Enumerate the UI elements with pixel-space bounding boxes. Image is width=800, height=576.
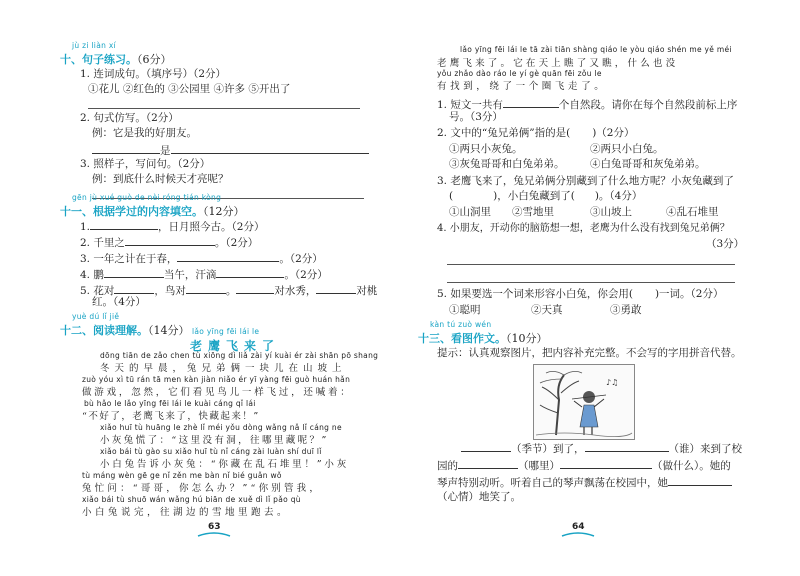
story-py-6: tù máng wèn gē ge nǐ zěn me bàn nǐ bié guǎn wǒ [82,471,282,480]
story-py-5: xiǎo bái tù gào su xiǎo huī tù nǐ cáng zài luàn shí duī lǐ [100,447,322,456]
story-title-pinyin: lǎo yīng fēi lái le [192,327,260,336]
story-line-3: “不好了，老鹰飞来了，快藏起来！” [82,411,260,422]
page-number-left: 63 [208,522,221,532]
r-q4: 4. 小朋友，开动你的脑筋想一想，老鹰为什么没有找到兔兄弟俩？ [437,223,730,234]
q1-text: 1. 连词成句。（填序号）（2分） [80,68,227,80]
story-line-4: 小灰兔慌了：“这里没有洞，往哪里藏呢？” [100,435,329,446]
r-q2-opt1[interactable]: ①两只小灰兔。 [449,143,523,155]
story-line-5: 小白兔告诉小灰兔：“你藏在乱石堆里！”小灰 [100,459,350,470]
q2-text: 2. 句式仿写。（2分） [80,112,179,124]
write-line-3[interactable]: 琴声特别动听。听着自己的琴声飘荡在校园中，她 [437,474,732,490]
r-q2-opt4[interactable]: ④白兔哥哥和灰兔弟弟。 [590,158,706,170]
section11-pinyin: gēn jù xué guò de nèi róng tián kòng [72,193,222,202]
page-number-right: 64 [572,522,585,532]
section12-heading: 十二、阅读理解。（14分） [60,324,190,337]
top-line-2: 有找到，绕了一个圈飞走了。 [437,81,608,92]
q3-text: 3. 照样子，写问句。（2分） [80,158,211,170]
write-line-2[interactable]: 园的 （哪里） （做什么）。她的 [437,457,731,473]
q2-answer[interactable]: 是 [92,142,369,158]
r-q4-line-2[interactable] [447,282,735,283]
top-py-1: lǎo yīng fēi lái le tā zài tiān shàng qiáo le yòu qiáo shén me yě méi [460,45,732,54]
story-py-3: bù hǎo le lǎo yīng fēi lái le kuài cáng qǐ lái [84,399,256,408]
r-q5-opt2[interactable]: ②天真 [531,304,563,316]
fill5-cont: 红。（4分） [92,296,146,308]
top-py-2: yǒu zhǎo dào ráo le yí gè quān fēi zǒu le [437,69,602,78]
write-line-1[interactable]: （季节）到了， （谁）来到了校 [461,440,742,456]
section13-heading: 十三、看图作文。（10分） [418,332,548,345]
fill4[interactable]: 4. 鹏 当午，汗滴 。（2分） [80,266,328,282]
q3-example: 例：到底什么时候天才亮呢？ [92,173,229,185]
story-py-1: dōng tiān de zǎo chen tù xiōng dì liǎ zài yí kuài ér zài shān pō shang [100,351,379,360]
story-line-2: 做游戏，忽然，它们看见鸟儿一样飞过，还喊着： [82,387,353,398]
q1-options: ①花儿 ②红色的 ③公园里 ④许多 ⑤开出了 [88,83,291,95]
r-q5-opt1[interactable]: ①聪明 [449,304,481,316]
r-q3-cont[interactable]: ( )，小白兔藏到了( )。（4分） [449,190,643,202]
page-deco-right [560,530,596,538]
fill5[interactable]: 5. 花对 ，鸟对 。 对水秀， 对桃 [80,282,377,298]
story-line-6: 兔忙问：“哥哥，你怎么办？”“你别管我， [82,483,323,494]
q1-answer-line[interactable] [88,108,360,109]
section12-pinyin: yuè dú lǐ jiě [72,312,120,321]
girl-playing-violin-illustration [534,365,634,439]
r-q2[interactable]: 2. 文中的“兔兄弟俩”指的是( )（2分） [437,127,635,139]
r-q1[interactable]: 1. 短文一共有 个自然段。请你在每个自然段前标上序 [437,96,737,112]
writing-picture [533,364,635,440]
r-q3-opt2[interactable]: ②雪地里 [512,206,554,218]
story-py-2: zuò yóu xì tū rán tā men kàn jiàn niǎo ér yī yàng fēi guò huán hǎn [82,375,351,384]
r-q3-opt4[interactable]: ④乱石堆里 [666,206,719,218]
r-q5-opt3[interactable]: ③勇敢 [610,304,642,316]
fill1[interactable]: 1. ，日月照今古。（2分） [80,218,264,234]
r-q1-cont: 号。（3分） [449,111,503,123]
fill3[interactable]: 3. 一年之计在于春， 。（2分） [80,250,323,266]
r-q3: 3. 老鹰飞来了，兔兄弟俩分别藏到了什么地方呢？小灰兔藏到了 [437,175,734,187]
section11-heading: 十一、根据学过的内容填空。（12分） [60,205,245,218]
top-line-1: 老鹰飞来了。它在天上瞧了又瞧，什么也没 [437,58,679,69]
svg-text:♪♫: ♪♫ [606,378,619,387]
writing-tip: 提示：认真观察图片，把内容补充完整。不会写的字用拼音代替。 [437,347,742,359]
section13-pinyin: kàn tú zuò wén [430,320,492,329]
r-q2-opt2[interactable]: ②两只小白兔。 [590,143,664,155]
story-line-1: 冬天的早晨，兔兄弟俩一块儿在山坡上 [100,363,347,374]
r-q5[interactable]: 5. 如果要选一个词来形容小白兔，你会用( )一词。（2分） [437,288,724,300]
write-line-4: （心情）地笑了。 [437,491,521,503]
r-q4-line-1[interactable] [447,264,735,265]
story-py-7: xiǎo bái tù shuō wán wǎng hú biān de xuě dì lǐ pǎo qù [82,495,301,504]
r-q4-points: （3分） [706,238,745,250]
section10-heading: 十、句子练习。（6分） [60,53,172,66]
q2-example: 例：它是我的好朋友。 [92,127,197,139]
r-q2-opt3[interactable]: ③灰兔哥哥和白兔弟弟。 [449,158,565,170]
story-line-7: 小白兔说完，往湖边的雪地里跑去。 [82,507,291,518]
fill2[interactable]: 2. 千里之 。（2分） [80,234,258,250]
story-py-4: xiǎo huī tù huāng le zhè lǐ méi yǒu dòng wǎng nǎ lǐ cáng ne [100,423,342,432]
section10-pinyin: jù zi liàn xí [72,41,116,50]
r-q3-opt1[interactable]: ①山洞里 [449,206,491,218]
r-q3-opt3[interactable]: ③山坡上 [590,206,632,218]
story-title: 老鹰飞来了 [190,339,281,353]
page-deco-left [196,530,232,538]
